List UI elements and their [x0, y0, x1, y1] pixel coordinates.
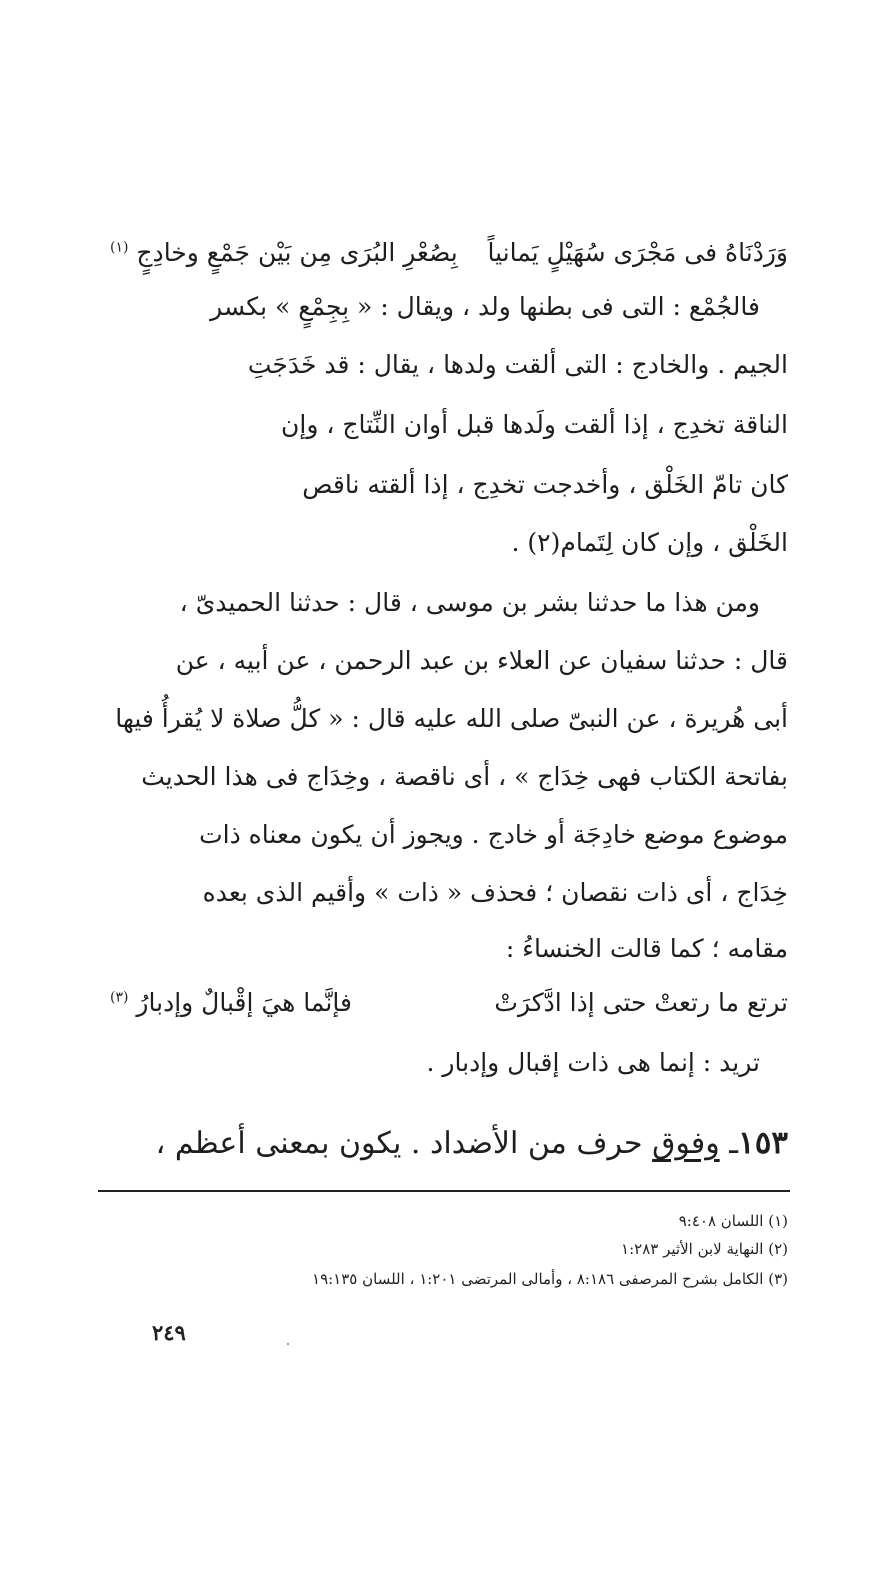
para2-line-1: ومن هذا ما حدثنا بشر بن موسى ، قال : حدثنا الحميدىّ ، — [179, 588, 760, 617]
para2-line-6: خِدَاج ، أى ذات نقصان ؛ فحذف « ذات » وأقيم الذى بعده — [202, 878, 788, 907]
para2-line-7: مقامه ؛ كما قالت الخنساءُ : — [505, 934, 788, 963]
entry-heading — [98, 1125, 788, 1161]
entry-keyword: وفوق — [652, 1126, 720, 1161]
footnote-2: (٢) النهاية لابن الأثير ١:٢٨٣ — [621, 1240, 788, 1258]
para2-line-3: أبى هُريرة ، عن النبىّ صلى الله عليه قال : « كلُّ صلاة لا يُقرأُ فيها — [115, 704, 788, 733]
para2-line-5: موضوع موضع خادِجَة أو خادج . ويجوز أن يكون معناه ذات — [199, 820, 788, 849]
poem1-first-hemistich — [487, 240, 788, 265]
entry-dash: ـ — [729, 1126, 739, 1161]
para2-line-2: قال : حدثنا سفيان عن العلاء بن عبد الرحمن ، عن أبيه ، عن — [175, 646, 788, 675]
entry-number: ١٥٣ — [738, 1125, 788, 1161]
footnote-3: (٣) الكامل بشرح المرصفى ٨:١٨٦ ، وأمالى المرتضى ١:٢٠١ ، اللسان ١٩:١٣٥ — [312, 1270, 788, 1288]
scan-speck — [287, 1343, 289, 1345]
entry-text: حرف من الأضداد . يكون بمعنى أعظم ، — [155, 1126, 643, 1161]
page-number: ٢٤٩ — [152, 1320, 186, 1345]
poem1-right-text: وَرَدْنَاهُ فى مَجْرَى سُهَيْلٍ يَمانياً — [487, 238, 788, 267]
poem1-left-text: بِصُعْرِ البُرَى مِن بَيْن جَمْعٍ وخادِجٍ — [136, 238, 458, 267]
footnote-ref-3: (٣) — [110, 989, 129, 1006]
poem1-second-hemistich — [110, 240, 458, 265]
footnote-divider — [98, 1190, 790, 1192]
para1-line-2: الجيم . والخادج : التى ألقت ولدها ، يقال : قد خَدَجَتِ — [247, 350, 788, 379]
poem2-left-text: فإنَّما هيَ إقْبالٌ وإدبارُ — [136, 988, 352, 1017]
para3-line: تريد : إنما هى ذات إقبال وإدبار . — [426, 1048, 760, 1077]
para1-line-3: الناقة تخدِج ، إذا ألقت ولَدها قبل أوان النِّتاج ، وإن — [281, 410, 788, 439]
para1-line-5: الخَلْق ، وإن كان لِتَمام(٢) . — [511, 528, 788, 557]
poem2-right-text: ترتع ما رتعتْ حتى إذا ادَّكرَتْ — [494, 988, 788, 1017]
para1-line-4: كان تامّ الخَلْق ، وأخدجت تخدِج ، إذا ألقته ناقص — [302, 470, 788, 499]
poem2-second-hemistich — [110, 990, 352, 1015]
para1-line-1: فالجُمْع : التى فى بطنها ولد ، ويقال : « بِجِمْعٍ » بكسر — [210, 292, 760, 321]
footnote-ref-1: (١) — [110, 239, 129, 256]
footnote-1: (١) اللسان ٩:٤٠٨ — [678, 1212, 788, 1230]
para2-line-4: بفاتحة الكتاب فهى خِدَاج » ، أى ناقصة ، وخِدَاج فى هذا الحديث — [141, 762, 788, 791]
poem2-first-hemistich — [494, 990, 788, 1015]
